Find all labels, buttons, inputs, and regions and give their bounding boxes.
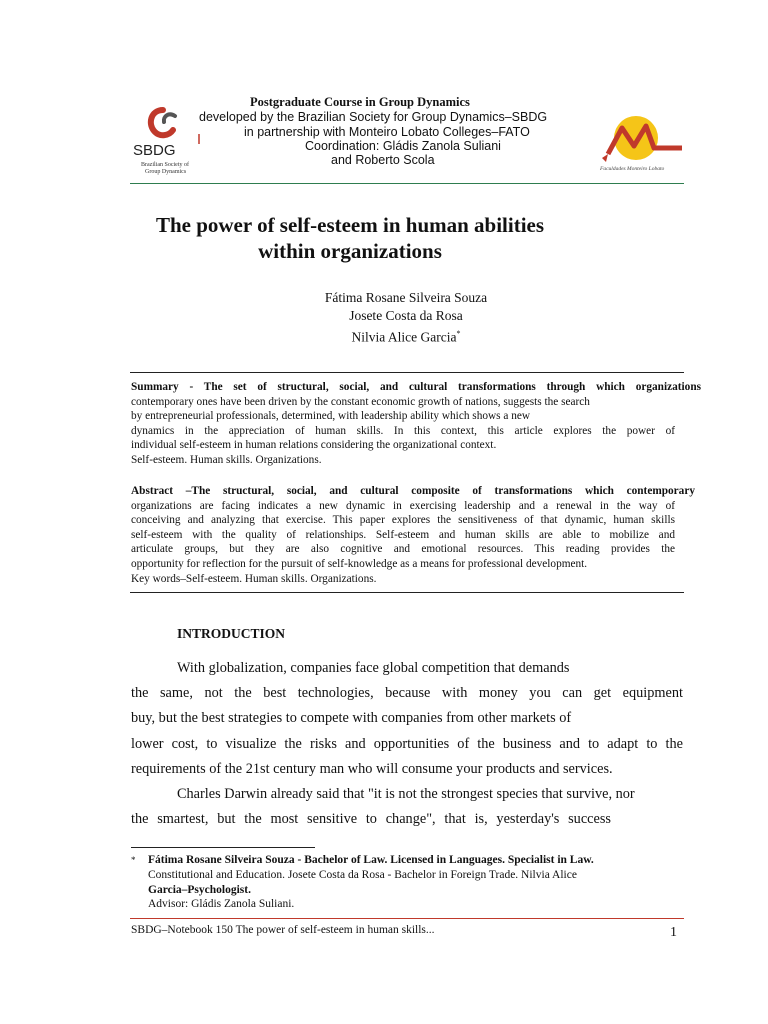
footnote-mark: * — [131, 855, 136, 865]
intro-line-6: Charles Darwin already said that "it is not the strongest species that survive, nor — [177, 786, 635, 803]
footnote-rule — [131, 847, 315, 848]
footnote-line-1: * Fátima Rosane Silveira Souza - Bachelor of Law. Licensed in Languages. Specialist in Law. — [131, 854, 594, 866]
intro-line-2: the same, not the best technologies, because with money you can get equipment — [131, 685, 683, 702]
header-line-5: and Roberto Scola — [331, 153, 435, 167]
article-title-line-2: within organizations — [258, 239, 442, 263]
abstract-line-1: Abstract –The structural, social, and cultural composite of transformations which contemporary — [131, 485, 695, 497]
footer-divider — [130, 918, 684, 919]
author-3 — [0, 325, 768, 347]
header-line-4: Coordination: Gládis Zanola Suliani — [305, 139, 501, 153]
page-number: 1 — [670, 925, 677, 940]
sbdg-logo — [133, 104, 205, 180]
abstract-keywords: Key words–Self-esteem. Human skills. Organizations. — [131, 572, 377, 585]
author-2: Josete Costa da Rosa — [349, 308, 463, 323]
footnote-line-3: Garcia–Psychologist. — [148, 883, 251, 896]
header-line-1: Postgraduate Course in Group Dynamics — [250, 95, 470, 109]
abstract-line-3: conceiving and analyzing that exercise. This paper explores the sensitiveness of that dynamic, human skills — [131, 514, 675, 527]
header-line-3: in partnership with Monteiro Lobato Colleges–FATO — [244, 125, 530, 139]
footnote — [131, 853, 691, 912]
sbdg-emblem-icon — [133, 104, 205, 144]
author-3-name: Nilvia Alice Garcia — [351, 329, 457, 345]
sbdg-logo-subtitle-1: Brazilian Society of — [141, 162, 189, 168]
header-divider — [130, 183, 684, 184]
abstract-line-5: articulate groups, but they are also cognitive and emotional resources. This reading provides the — [131, 543, 675, 556]
abstract-line-6: opportunity for reflection for the pursuit of self-knowledge as a means for professional development. — [131, 557, 588, 570]
header-line-2: developed by the Brazilian Society for Group Dynamics–SBDG — [199, 110, 548, 124]
footnote-line-2: Constitutional and Education. Josete Costa da Rosa - Bachelor in Foreign Trade. Nilvia Alice — [148, 868, 577, 881]
summary-block — [131, 380, 703, 468]
footnote-line-4: Advisor: Gládis Zanola Suliani. — [148, 898, 295, 911]
summary-line-2: contemporary ones have been driven by the constant economic growth of nations, suggests the search — [131, 395, 590, 408]
summary-keywords: Self-esteem. Human skills. Organizations. — [131, 453, 322, 466]
author-3-footnote-mark: * — [456, 329, 461, 338]
summary-line-3: by entrepreneurial professionals, determined, with leadership ability which shows a new — [131, 410, 531, 423]
abstract-bottom-rule — [130, 592, 684, 593]
article-title-line-1: The power of self-esteem in human abilities — [155, 213, 545, 237]
sbdg-logo-text: SBDG — [133, 142, 176, 159]
abstract-block — [131, 484, 703, 586]
abstract-line-2: organizations are facing indicates a new dynamic in exercising leadership and a renewal in the way of — [131, 499, 675, 512]
fato-emblem-icon — [598, 114, 684, 166]
intro-line-1: With globalization, companies face global competition that demands — [177, 660, 570, 676]
author-1: Fátima Rosane Silveira Souza — [324, 290, 488, 305]
sbdg-logo-subtitle-2: Group Dynamics — [145, 169, 187, 175]
summary-line-4: dynamics in the appreciation of human skills. In this context, this article explores the power of — [131, 424, 675, 437]
section-heading-introduction: INTRODUCTION — [177, 626, 286, 641]
summary-line-5: individual self-esteem in human relations considering the organizational context. — [131, 439, 497, 452]
intro-line-5: requirements of the 21st century man who will consume your products and services. — [131, 760, 613, 777]
abstract-line-4: self-esteem with the quality of relationships. Self-esteem and human skills are able to mobilize and — [131, 528, 675, 541]
fato-logo — [598, 114, 684, 176]
intro-line-3: buy, but the best strategies to compete with companies from other markets of — [131, 710, 572, 727]
summary-line-1: Summary - The set of structural, social, and cultural transformations through which organizations — [131, 381, 701, 393]
intro-line-7: the smartest, but the most sensitive to change", that is, yesterday's success — [131, 811, 611, 828]
intro-line-4: lower cost, to visualize the risks and opportunities of the business and to adapt to the — [131, 735, 683, 752]
fato-logo-caption: Faculdades Monteiro Lobato — [600, 166, 665, 172]
introduction-body — [131, 656, 683, 832]
running-footer: SBDG–Notebook 150 The power of self-esteem in human skills... — [131, 924, 435, 936]
summary-top-rule — [130, 372, 684, 373]
